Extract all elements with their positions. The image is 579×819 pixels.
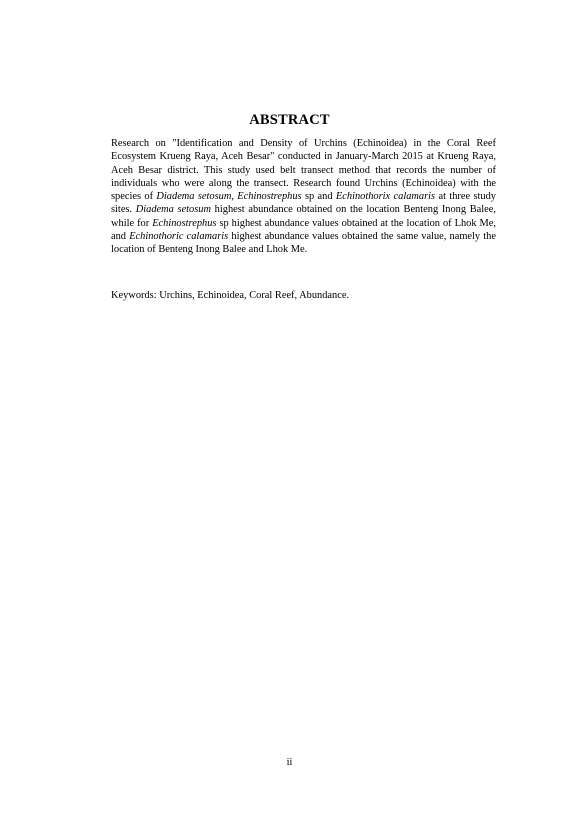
species-name-2: Echinothorix calamaris bbox=[335, 191, 436, 203]
species-names-1: Diadema setosum, Echinostrephus bbox=[156, 191, 302, 203]
species-name-3: Diadema setosum bbox=[135, 204, 211, 216]
abstract-paragraph bbox=[111, 137, 496, 257]
keywords-line: Keywords: Urchins, Echinoidea, Coral Reef, Abundance. bbox=[111, 290, 350, 301]
abstract-text-2: sp and bbox=[301, 191, 336, 203]
abstract-text-1: Research on "Identification and Density of Urchins (Echinoidea) in the Coral Reef Ecosystem Krueng Raya, Aceh Besar" conducted in January-March 2015 at Krueng Raya, Aceh Besar district. This study used belt transect method that records the number of individuals who were along the transect. Research found Urchins (Echinoidea) with the species of bbox=[111, 138, 496, 203]
page-number: ii bbox=[286, 757, 293, 768]
abstract-text-6: highest abundance values obtained the same value, namely the location of Benteng Inong Balee and Lhok Me. bbox=[111, 231, 496, 256]
abstract-heading: ABSTRACT bbox=[249, 112, 330, 128]
abstract-text-3: at three study sites. bbox=[111, 191, 496, 216]
abstract-text-5: sp highest abundance values obtained at the location of Lhok Me, and bbox=[111, 217, 496, 243]
species-name-5: Echinothoric calamaris bbox=[129, 231, 229, 243]
species-name-4: Echinostrephus bbox=[152, 217, 217, 229]
abstract-text-4: highest abundance obtained on the location Benteng Inong Balee, while for bbox=[111, 204, 496, 229]
